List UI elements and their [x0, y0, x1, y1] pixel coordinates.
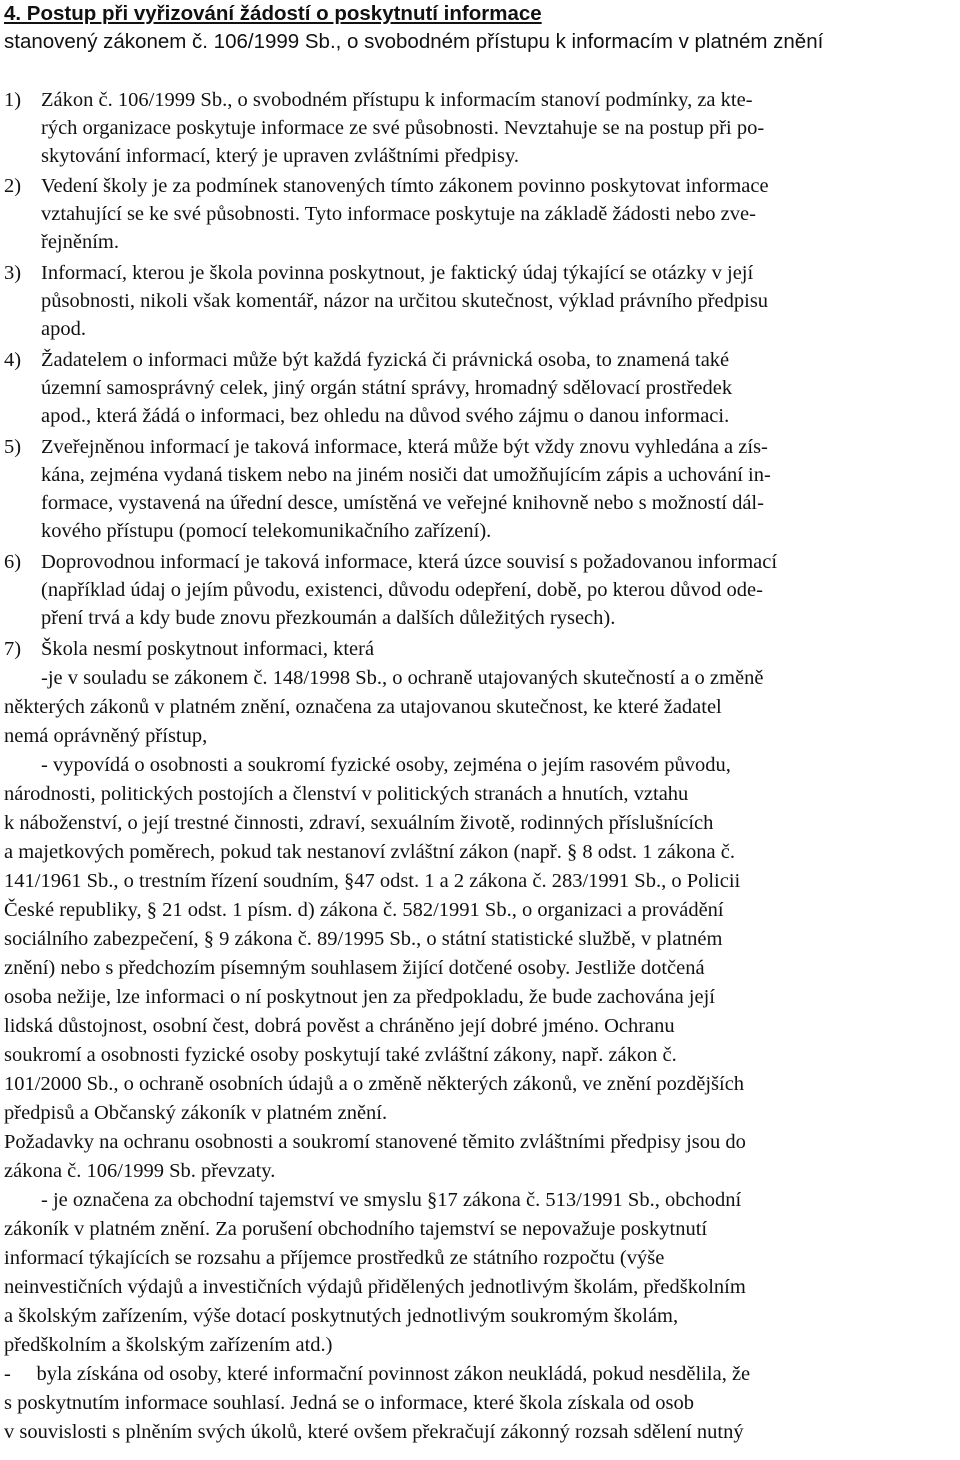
body-line: nemá oprávněný přístup,: [4, 725, 208, 747]
body-line: -je v souladu se zákonem č. 148/1998 Sb., o ochraně utajovaných skutečností a o změně: [41, 667, 764, 689]
list-item: [4, 86, 753, 114]
body-line: sociálního zabezpečení, § 9 zákona č. 89/1995 Sb., o státní statistické službě, v platném: [4, 928, 723, 950]
item-text: formace, vystavená na úřední desce, umístěná ve veřejné knihovně nebo s možností dál-: [41, 492, 764, 514]
item-number: 4): [4, 349, 22, 371]
item-text: pření trvá a kdy bude znovu přezkoumán a dalších důležitých rysech).: [41, 607, 616, 629]
item-number: 7): [4, 638, 22, 660]
body-line: 141/1961 Sb., o trestním řízení soudním, §47 odst. 1 a 2 zákona č. 283/1991 Sb., o Policii: [4, 870, 741, 892]
body-line: - byla získána od osoby, které informační povinnost zákon neukládá, pokud nesdělila, že: [4, 1363, 751, 1385]
list-item: [4, 433, 768, 461]
body-line: a majetkových poměrech, pokud tak nestanoví zvláštní zákon (např. § 8 odst. 1 zákona č.: [4, 841, 735, 863]
item-number: 5): [4, 436, 22, 458]
list-item: [4, 259, 753, 287]
item-text: vztahující se ke své působnosti. Tyto informace poskytuje na základě žádosti nebo zve-: [41, 203, 756, 225]
body-line: - je označena za obchodní tajemství ve smyslu §17 zákona č. 513/1991 Sb., obchodní: [41, 1189, 742, 1211]
item-text: Informací, kterou je škola povinna poskytnout, je faktický údaj týkající se otázky v její: [41, 262, 754, 284]
body-line: informací týkajících se rozsahu a příjemce prostředků ze státního rozpočtu (výše: [4, 1247, 665, 1269]
body-line: k náboženství, o její trestné činnosti, zdraví, sexuálním životě, rodinných příslušnících: [4, 812, 714, 834]
body-line: s poskytnutím informace souhlasí. Jedná se o informace, které škola získala od osob: [4, 1392, 695, 1414]
item-text: kána, zejména vydaná tiskem nebo na jiném nosiči dat umožňujícím zápis a uchování in-: [41, 464, 771, 486]
item-text: (například údaj o jejím původu, existenci, důvodu odepření, době, po kterou důvod ode-: [41, 579, 763, 601]
body-line: zákoník v platném znění. Za porušení obchodního tajemství se nepovažuje poskytnutí: [4, 1218, 708, 1240]
item-text: Doprovodnou informací je taková informace, která úzce souvisí s požadovanou informací: [41, 551, 778, 573]
item-text: Vedení školy je za podmínek stanovených tímto zákonem povinno poskytovat informace: [41, 175, 769, 197]
body-line: České republiky, § 21 odst. 1 písm. d) zákona č. 582/1991 Sb., o organizaci a provádění: [4, 899, 724, 921]
item-number: 6): [4, 551, 22, 573]
item-text: Zákon č. 106/1999 Sb., o svobodném přístupu k informacím stanoví podmínky, za kte-: [41, 89, 753, 111]
item-text: kového přístupu (pomocí telekomunikačního zařízení).: [41, 520, 492, 542]
item-text: Škola nesmí poskytnout informaci, která: [41, 638, 375, 660]
body-line: v souvislosti s plněním svých úkolů, které ovšem překračují zákonný rozsah sdělení nutný: [4, 1421, 744, 1443]
body-line: národnosti, politických postojích a členství v politických stranách a hnutích, vztahu: [4, 783, 689, 805]
item-text: působnosti, nikoli však komentář, názor na určitou skutečnost, výklad právního předpisu: [41, 290, 769, 312]
item-text: rých organizace poskytuje informace ze své působnosti. Nevztahuje se na postup při po-: [41, 117, 765, 139]
body-line: osoba nežije, lze informaci o ní poskytnout jen za předpokladu, že bude zachována její: [4, 986, 715, 1008]
section-heading: 4. Postup při vyřizování žádostí o poskytnutí informace: [4, 2, 542, 25]
body-line: a školským zařízením, výše dotací poskytnutých jednotlivým soukromým školám,: [4, 1305, 679, 1327]
body-line: 101/2000 Sb., o ochraně osobních údajů a o změně některých zákonů, ve znění pozdějších: [4, 1073, 745, 1095]
list-item: [4, 346, 729, 374]
item-text: Žadatelem o informaci může být každá fyzická či právnická osoba, to znamená také: [41, 349, 730, 371]
item-text: apod.: [41, 318, 86, 340]
item-number: 1): [4, 89, 22, 111]
item-number: 3): [4, 262, 22, 284]
body-line: znění) nebo s předchozím písemným souhlasem žijící dotčené osoby. Jestliže dotčená: [4, 957, 705, 979]
list-item: [4, 635, 374, 663]
body-line: zákona č. 106/1999 Sb. převzaty.: [4, 1160, 276, 1182]
body-line: některých zákonů v platném znění, označena za utajovanou skutečnost, ke které žadatel: [4, 696, 722, 718]
item-text: Zveřejněnou informací je taková informace, která může být vždy znovu vyhledána a zís-: [41, 436, 768, 458]
item-text: řejněním.: [41, 231, 119, 253]
body-line: neinvestičních výdajů a investičních výdajů přidělených jednotlivým školám, předškolním: [4, 1276, 746, 1298]
item-text: územní samosprávný celek, jiný orgán státní správy, hromadný sdělovací prostředek: [41, 377, 733, 399]
item-text: skytování informací, který je upraven zvláštními předpisy.: [41, 145, 520, 167]
body-line: předpisů a Občanský zákoník v platném znění.: [4, 1102, 388, 1124]
body-line: soukromí a osobnosti fyzické osoby poskytují také zvláštní zákony, např. zákon č.: [4, 1044, 677, 1066]
body-line: - vypovídá o osobnosti a soukromí fyzické osoby, zejména o jejím rasovém původu,: [41, 754, 731, 776]
body-line: předškolním a školským zařízením atd.): [4, 1334, 333, 1356]
list-item: [4, 172, 769, 200]
item-text: apod., která žádá o informaci, bez ohledu na důvod svého zájmu o danou informaci.: [41, 405, 730, 427]
section-subtitle: stanovený zákonem č. 106/1999 Sb., o svobodném přístupu k informacím v platném znění: [4, 30, 824, 53]
list-item: [4, 548, 777, 576]
body-line: Požadavky na ochranu osobnosti a soukromí stanovené těmito zvláštními předpisy jsou do: [4, 1131, 746, 1153]
body-line: lidská důstojnost, osobní čest, dobrá pověst a chráněno její dobré jméno. Ochranu: [4, 1015, 675, 1037]
item-number: 2): [4, 175, 22, 197]
